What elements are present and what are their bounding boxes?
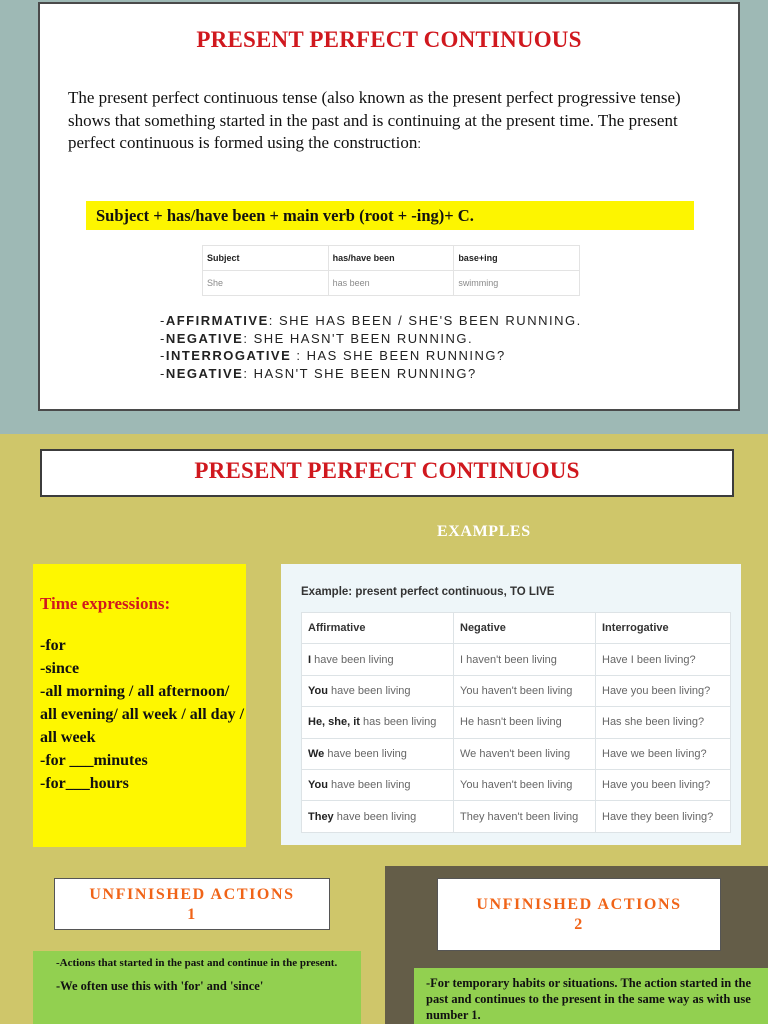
table-cell: He hasn't been living bbox=[454, 707, 596, 738]
list-item: -since bbox=[40, 660, 80, 677]
subject-word: He, she, it bbox=[308, 716, 360, 729]
example-table-panel bbox=[281, 564, 741, 845]
table-cell: We haven't been living bbox=[454, 738, 596, 769]
unfinished-actions-1-box bbox=[33, 951, 361, 1024]
list-item: -for ___minutes bbox=[40, 752, 148, 769]
table-header-cell: has/have been bbox=[328, 246, 454, 271]
conjugation-table bbox=[301, 612, 731, 833]
table-header-cell: Interrogative bbox=[596, 613, 731, 644]
table-row bbox=[302, 769, 731, 800]
form-label: AFFIRMATIVE bbox=[165, 313, 269, 328]
form-example: : SHE HAS BEEN / SHE'S BEEN RUNNING. bbox=[268, 313, 582, 328]
form-example: : HASN'T SHE BEEN RUNNING? bbox=[243, 365, 477, 381]
table-cell bbox=[302, 644, 454, 675]
table-cell: She bbox=[203, 271, 329, 296]
table-cell: Has she been living? bbox=[596, 707, 731, 738]
form-line-negative bbox=[160, 330, 582, 348]
unfinished-actions-1-title bbox=[54, 878, 330, 930]
slide-title: PRESENT PERFECT CONTINUOUS bbox=[194, 458, 580, 483]
slide-card-intro bbox=[38, 2, 740, 411]
table-cell: Have you been living? bbox=[596, 675, 731, 706]
subject-word: They bbox=[308, 810, 334, 823]
form-label: NEGATIVE bbox=[165, 365, 244, 381]
verb-phrase: has been living bbox=[359, 716, 437, 729]
table-cell bbox=[302, 707, 454, 738]
form-line-negative-question bbox=[160, 365, 582, 383]
table-cell bbox=[302, 738, 454, 769]
verb-phrase: have been living bbox=[327, 684, 411, 697]
table-row bbox=[302, 738, 731, 769]
slide-title-box bbox=[40, 449, 734, 497]
title-number: 2 bbox=[574, 916, 584, 933]
sentence-forms-list bbox=[160, 312, 582, 382]
structure-table bbox=[202, 245, 580, 296]
table-cell: You haven't been living bbox=[454, 769, 596, 800]
title-number: 1 bbox=[187, 906, 197, 923]
description-text: -We often use this with 'for' and 'since' bbox=[56, 979, 264, 993]
table-row bbox=[302, 675, 731, 706]
intro-text: The present perfect continuous tense (also known as the present perfect progressive tense) shows that something started in the past and is continuing at the present time. The present perfect continuous is formed using the construction bbox=[68, 88, 681, 152]
table-header-row bbox=[203, 246, 580, 271]
table-cell bbox=[302, 801, 454, 832]
list-item: -for___hours bbox=[40, 775, 129, 792]
intro-paragraph bbox=[68, 87, 718, 156]
unfinished-actions-2-title bbox=[437, 878, 721, 951]
time-expressions-box bbox=[33, 564, 246, 847]
title-line: UNFINISHED ACTIONS bbox=[476, 896, 682, 913]
table-cell: They haven't been living bbox=[454, 801, 596, 832]
table-row bbox=[302, 707, 731, 738]
verb-phrase: have been living bbox=[324, 747, 407, 760]
unfinished-actions-2-box bbox=[414, 968, 768, 1024]
form-prefix: - bbox=[160, 313, 166, 328]
table-cell bbox=[302, 675, 454, 706]
list-item: -all morning / all afternoon/ all evening/ all week / all day / all week bbox=[40, 683, 245, 746]
table-header-cell: Subject bbox=[203, 246, 329, 271]
formula-highlight: Subject + has/have been + main verb (root + -ing)+ C. bbox=[86, 201, 694, 230]
verb-phrase: have been living bbox=[311, 653, 394, 666]
subject-word: You bbox=[308, 684, 328, 697]
verb-phrase: have been living bbox=[333, 810, 417, 823]
form-prefix: - bbox=[160, 348, 166, 363]
table-header-row bbox=[302, 613, 731, 644]
table-row bbox=[302, 644, 731, 675]
table-cell: Have they been living? bbox=[596, 801, 731, 832]
table-cell: has been bbox=[328, 271, 454, 296]
time-expressions-title: Time expressions: bbox=[40, 594, 171, 613]
subject-word: We bbox=[308, 747, 325, 760]
form-prefix: - bbox=[160, 365, 166, 381]
table-cell: Have you been living? bbox=[596, 769, 731, 800]
table-cell: Have we been living? bbox=[596, 738, 731, 769]
form-prefix: - bbox=[160, 330, 166, 346]
form-example: : SHE HASN'T BEEN RUNNING. bbox=[243, 330, 474, 346]
table-row bbox=[302, 801, 731, 832]
form-label: NEGATIVE bbox=[165, 330, 244, 346]
table-header-cell: Affirmative bbox=[302, 613, 454, 644]
table-header-cell: Negative bbox=[454, 613, 596, 644]
table-cell: Have I been living? bbox=[596, 644, 731, 675]
table-cell: I haven't been living bbox=[454, 644, 596, 675]
examples-label: EXAMPLES bbox=[437, 523, 531, 540]
table-cell bbox=[302, 769, 454, 800]
description-text: -For temporary habits or situations. The action started in the past and continues to the present in the same way as with use number 1. bbox=[426, 976, 751, 1022]
form-example: : HAS SHE BEEN RUNNING? bbox=[291, 348, 506, 363]
title-line: UNFINISHED ACTIONS bbox=[89, 886, 295, 903]
verb-phrase: have been living bbox=[327, 779, 411, 792]
table-cell: swimming bbox=[454, 271, 580, 296]
description-text: -Actions that started in the past and continue in the present. bbox=[56, 957, 338, 969]
subject-word: You bbox=[308, 779, 328, 792]
table-header-cell: base+ing bbox=[454, 246, 580, 271]
form-label: INTERROGATIVE bbox=[165, 348, 292, 363]
form-line-interrogative bbox=[160, 347, 582, 365]
list-item: -for bbox=[40, 637, 66, 654]
table-cell: You haven't been living bbox=[454, 675, 596, 706]
form-line-affirmative bbox=[160, 312, 582, 330]
intro-colon: : bbox=[417, 136, 421, 151]
example-table-heading: Example: present perfect continuous, TO LIVE bbox=[301, 586, 555, 598]
subject-word: I bbox=[308, 653, 312, 666]
slide-title: PRESENT PERFECT CONTINUOUS bbox=[196, 27, 582, 52]
table-row bbox=[203, 271, 580, 296]
